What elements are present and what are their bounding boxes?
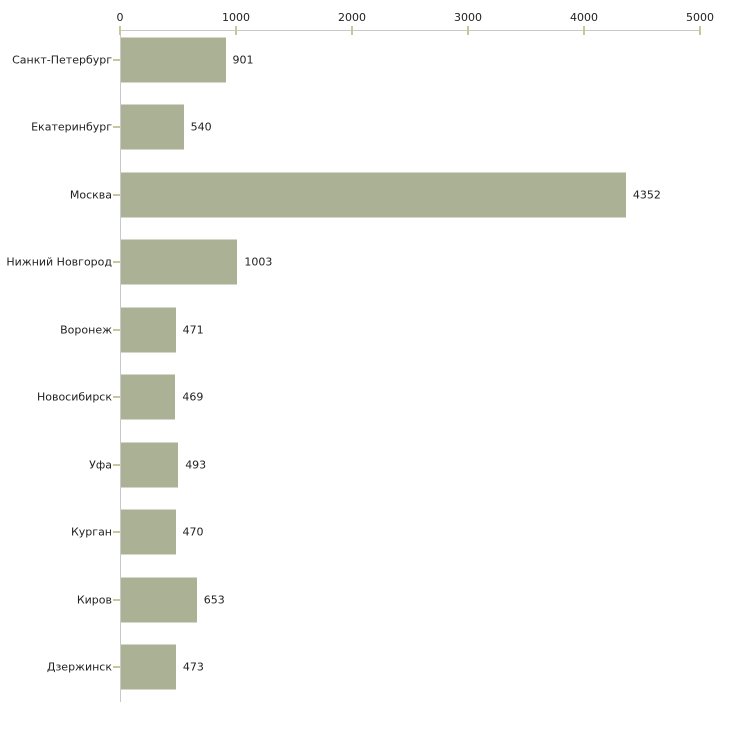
- category-tick-mark: [113, 599, 120, 601]
- bar: [121, 307, 176, 352]
- value-label: 1003: [244, 255, 273, 269]
- bar: [121, 442, 178, 487]
- bar-row: [0, 634, 730, 702]
- bar: [121, 172, 626, 217]
- bar-row: [0, 364, 730, 432]
- bar-row: [0, 229, 730, 297]
- category-label: Курган: [70, 525, 112, 539]
- bar-row: [0, 161, 730, 229]
- x-axis-tick-label: 4000: [570, 11, 598, 24]
- category-tick-mark: [113, 396, 120, 398]
- bar: [121, 37, 226, 82]
- category-label: Уфа: [89, 458, 112, 472]
- value-label: 901: [232, 53, 254, 67]
- category-label: Нижний Новгород: [6, 255, 112, 269]
- bar-row: [0, 26, 730, 94]
- category-label: Воронеж: [60, 323, 112, 337]
- category-tick-mark: [113, 261, 120, 263]
- value-label: 540: [190, 120, 212, 134]
- bar: [121, 240, 237, 285]
- x-axis-tick-label: 5000: [686, 11, 714, 24]
- bar-row: [0, 499, 730, 567]
- category-tick-mark: [113, 59, 120, 61]
- category-label: Москва: [69, 188, 112, 202]
- category-label: Киров: [76, 593, 112, 607]
- bar: [121, 577, 197, 622]
- bars-area: [0, 26, 730, 702]
- category-label: Новосибирск: [36, 390, 112, 404]
- value-label: 493: [185, 458, 207, 472]
- category-label: Дзержинск: [46, 660, 112, 674]
- category-tick-mark: [113, 666, 120, 668]
- category-tick-mark: [113, 464, 120, 466]
- bar: [121, 645, 176, 690]
- value-label: 473: [182, 660, 204, 674]
- x-axis-tick-label: 3000: [454, 11, 482, 24]
- x-axis-tick-label: 1000: [222, 11, 250, 24]
- bar-row: [0, 296, 730, 364]
- x-axis-tick-label: 2000: [338, 11, 366, 24]
- value-label: 470: [182, 525, 204, 539]
- category-tick-mark: [113, 531, 120, 533]
- bar-row: [0, 431, 730, 499]
- category-label: Екатеринбург: [31, 120, 112, 134]
- category-tick-mark: [113, 126, 120, 128]
- category-tick-mark: [113, 194, 120, 196]
- value-label: 653: [203, 593, 225, 607]
- value-label: 469: [182, 390, 204, 404]
- value-label: 4352: [632, 188, 661, 202]
- bar-row: [0, 94, 730, 162]
- value-label: 471: [182, 323, 204, 337]
- bar: [121, 375, 175, 420]
- bar: [121, 105, 184, 150]
- x-axis-tick-label: 0: [116, 11, 124, 24]
- bar-row: [0, 566, 730, 634]
- bar: [121, 510, 176, 555]
- category-tick-mark: [113, 329, 120, 331]
- category-label: Санкт-Петербург: [12, 53, 112, 67]
